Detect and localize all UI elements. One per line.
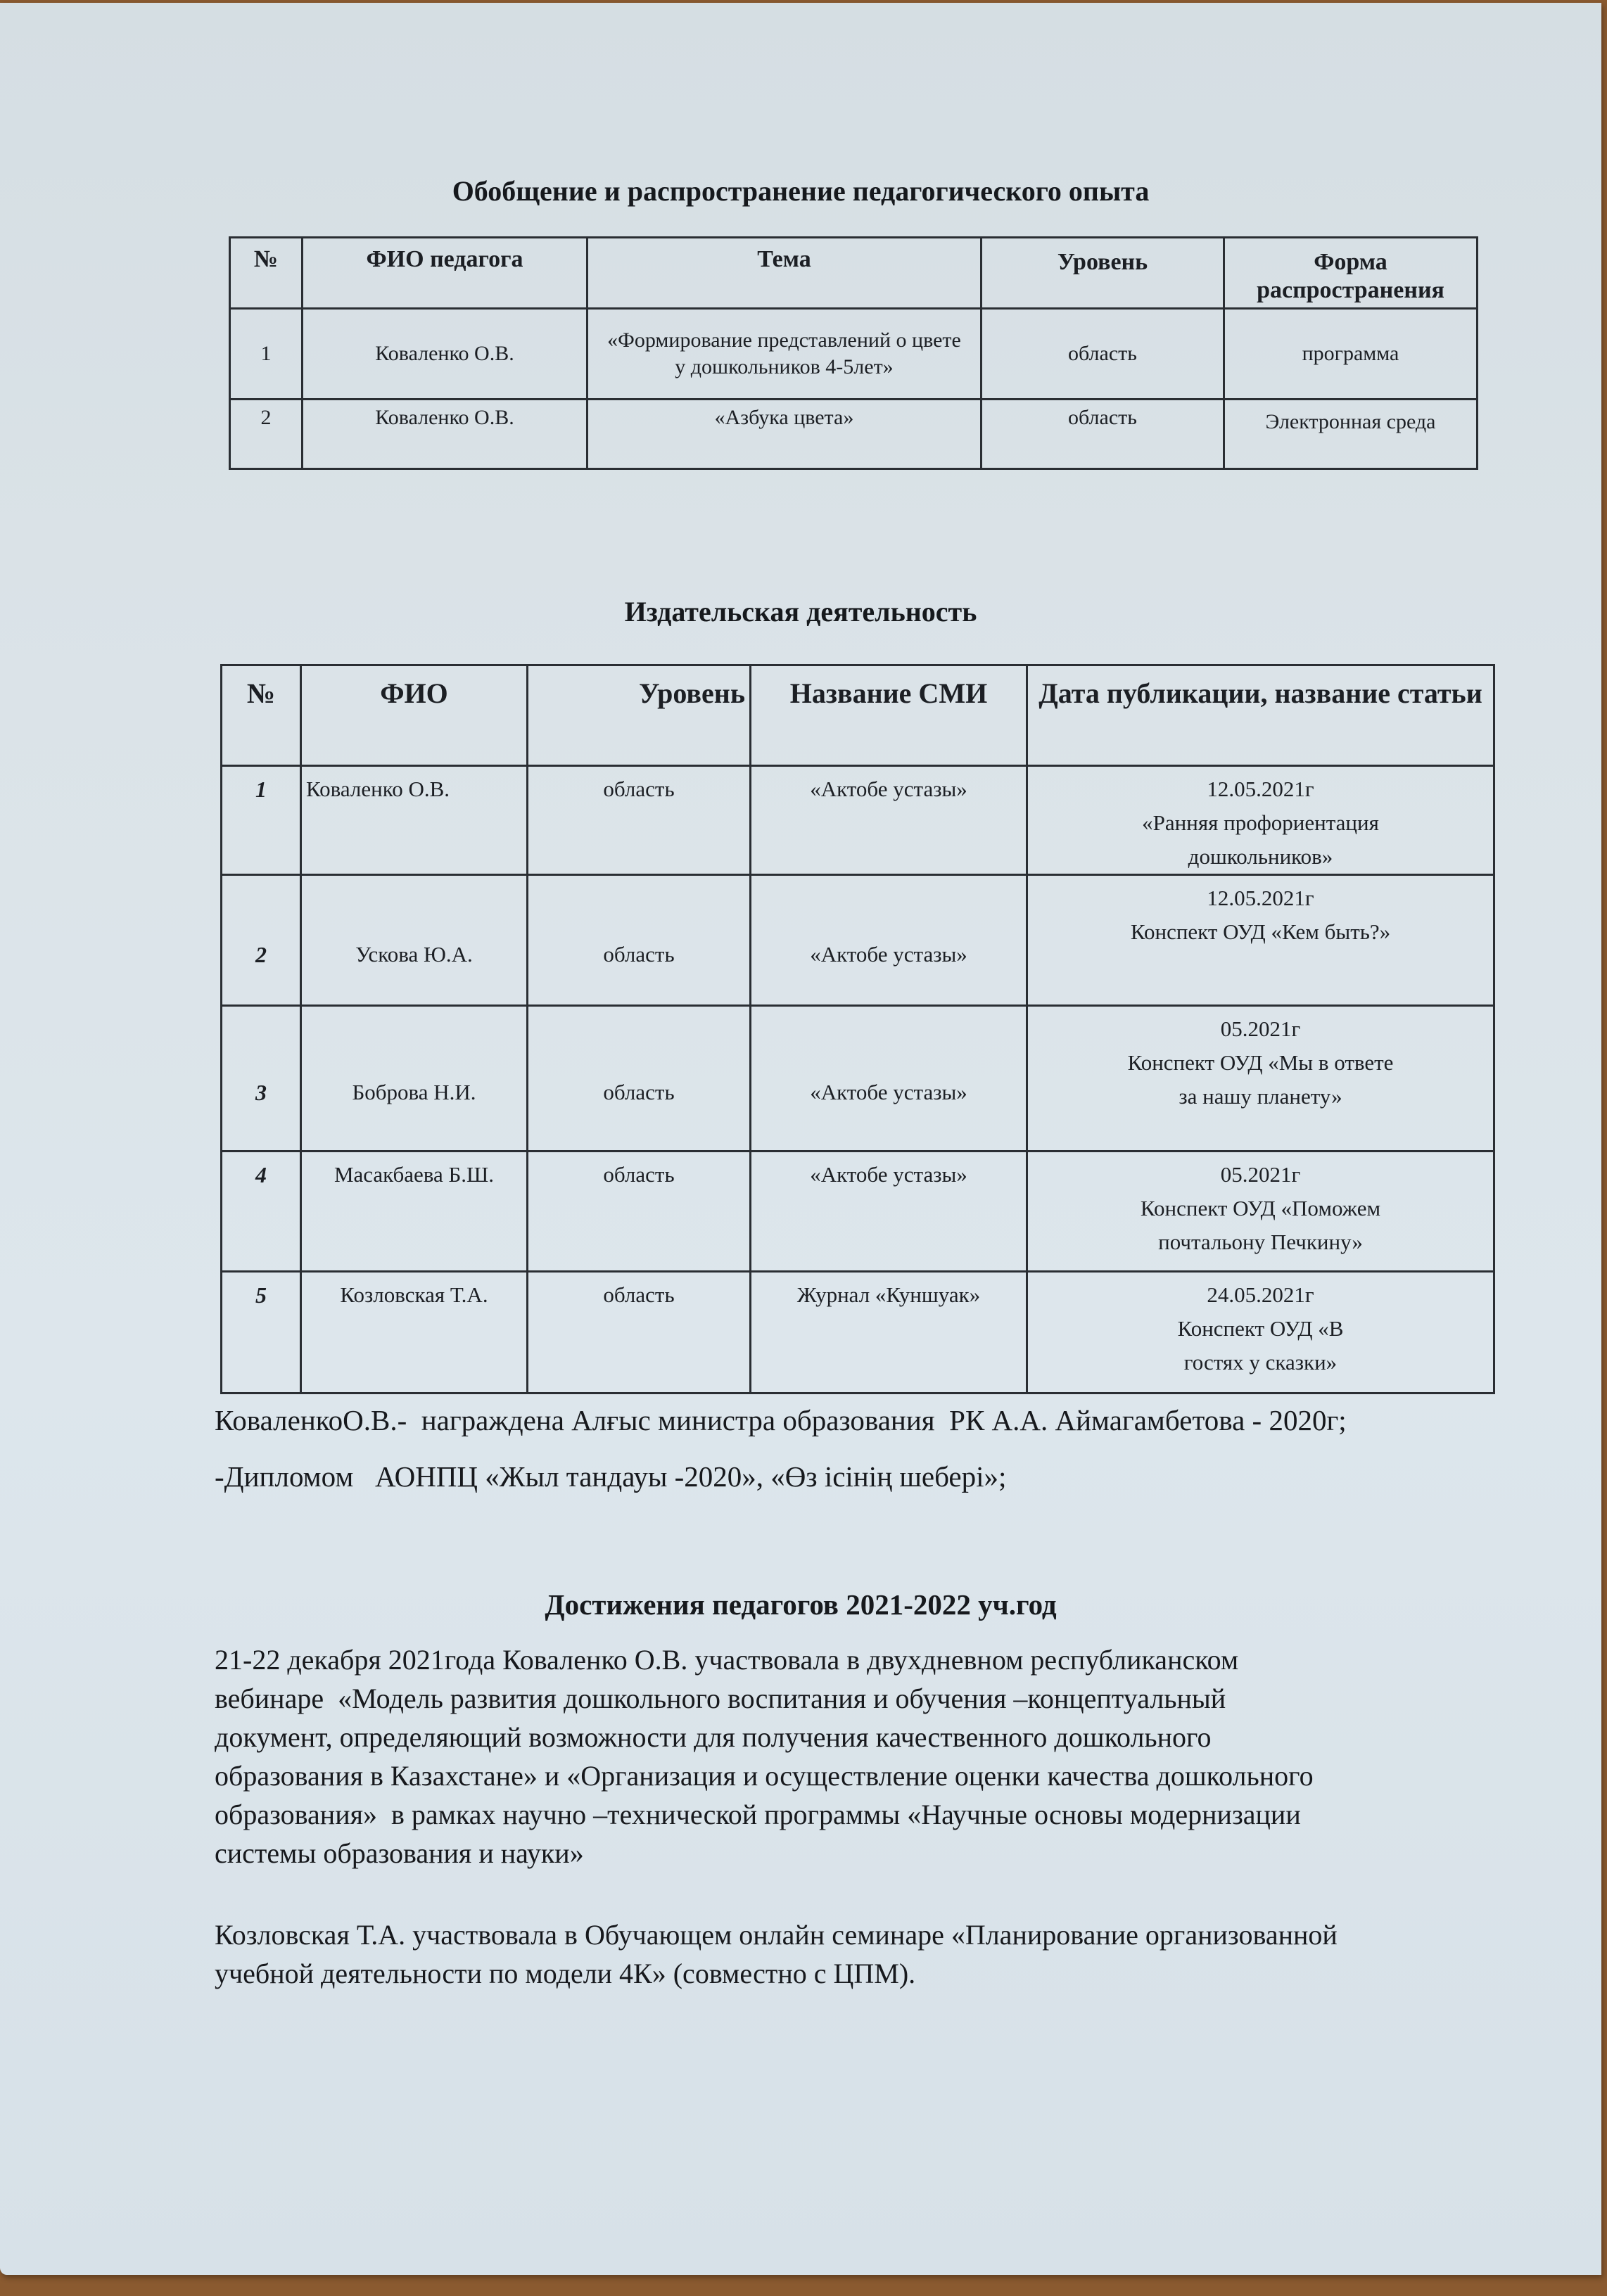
cell-media: Журнал «Куншуак» [751,1272,1027,1393]
cell-name: Коваленко О.В. [303,309,587,400]
table-row [222,1006,1494,1152]
table-row [222,1152,1494,1272]
cell-level: область [528,766,751,875]
cell-date-article [1027,766,1494,875]
paragraph-line: Козловская Т.А. участвовала в Обучающем онлайн семинаре «Планирование организованной [215,1919,1338,1951]
cell-name: Боброва Н.И. [301,1006,528,1152]
table-row [222,875,1494,1006]
paragraph-line: документ, определяющий возможности для получения качественного дошкольного [215,1721,1212,1753]
header-publication-date-title: Дата публикации, название статьи [1027,665,1494,766]
awards-block [215,1403,1509,1494]
cell-name: Коваленко О.В. [301,766,528,875]
article-title: «Ранняя профориентация дошкольников» [1142,810,1379,869]
cell-level: область [528,1272,751,1393]
header-number: № [230,238,303,309]
header-teacher-name: ФИО педагога [303,238,587,309]
cell-date-article [1027,1006,1494,1152]
cell-number: 5 [222,1272,301,1393]
cell-number: 4 [222,1152,301,1272]
table-header-row [222,665,1494,766]
cell-number: 1 [222,766,301,875]
paragraph-line: учебной деятельности по модели 4К» (совместно с ЦПМ). [215,1958,916,1989]
paper-sheet [0,3,1601,2275]
paragraph-line: вебинаре «Модель развития дошкольного воспитания и обучения –концептуальный [215,1683,1226,1714]
cell-level: область [528,1152,751,1272]
cell-topic: «Азбука цвета» [587,400,982,469]
cell-number: 3 [222,1006,301,1152]
header-distribution-form: Форма распространения [1224,238,1478,309]
cell-number: 2 [230,400,303,469]
award-line-2: -Дипломом АОНПЦ «Жыл тандауы -2020», «Өз ісінің шебері»; [215,1460,1007,1493]
paragraph-line: системы образования и науки» [215,1837,584,1869]
article-title: Конспект ОУД «В гостях у сказки» [1177,1316,1344,1375]
publication-date: 12.05.2021г [1207,886,1314,910]
cell-media: «Актобе устазы» [751,1006,1027,1152]
award-line-1: КоваленкоО.В.- награждена Алғыс министра образования РК А.А. Аймагамбетова - 2020г; [215,1404,1347,1436]
publication-date: 12.05.2021г [1207,777,1314,801]
experience-table [229,236,1478,470]
cell-level: область [528,875,751,1006]
article-title: Конспект ОУД «Кем быть?» [1130,919,1391,944]
cell-name: Ускова Ю.А. [301,875,528,1006]
cell-name: Козловская Т.А. [301,1272,528,1393]
publications-table [220,664,1495,1394]
header-name: ФИО [301,665,528,766]
cell-level: область [528,1006,751,1152]
cell-form: программа [1224,309,1478,400]
publication-date: 24.05.2021г [1207,1282,1314,1307]
achievement-paragraph-2 [215,1915,1509,1993]
cell-topic: «Формирование представлений о цвете у дошкольников 4-5лет» [587,309,982,400]
achievement-paragraph-1 [215,1640,1509,1873]
header-media-name: Название СМИ [751,665,1027,766]
cell-date-article [1027,875,1494,1006]
header-topic: Тема [587,238,982,309]
cell-number: 2 [222,875,301,1006]
cell-date-article [1027,1272,1494,1393]
cell-level: область [982,400,1224,469]
paragraph-line: 21-22 декабря 2021года Коваленко О.В. участвовала в двухдневном республиканском [215,1644,1239,1676]
section-title-experience: Обобщение и распространение педагогического опыта [452,175,1150,207]
table-row [222,766,1494,875]
table-header-row [230,238,1478,309]
article-title: Конспект ОУД «Мы в ответе за нашу планету» [1127,1050,1394,1109]
article-title: Конспект ОУД «Поможем почтальону Печкину» [1140,1196,1381,1254]
paragraph-line: образования» в рамках научно –технической программы «Научные основы модернизации [215,1799,1301,1830]
cell-number: 1 [230,309,303,400]
section-title-achievements: Достижения педагогов 2021-2022 уч.год [545,1588,1057,1621]
header-level: Уровень [982,238,1224,309]
paragraph-line: образования в Казахстане» и «Организация и осуществление оценки качества дошкольного [215,1760,1314,1792]
section-title-publishing: Издательская деятельность [624,596,977,627]
header-number: № [222,665,301,766]
cell-date-article [1027,1152,1494,1272]
table-row [222,1272,1494,1393]
cell-media: «Актобе устазы» [751,1152,1027,1272]
cell-name: Масакбаева Б.Ш. [301,1152,528,1272]
header-level: Уровень [528,665,751,766]
table-row [230,400,1478,469]
publication-date: 05.2021г [1220,1162,1301,1187]
cell-media: «Актобе устазы» [751,766,1027,875]
table-row [230,309,1478,400]
cell-name: Коваленко О.В. [303,400,587,469]
cell-form: Электронная среда [1224,400,1478,469]
cell-level: область [982,309,1224,400]
cell-media: «Актобе устазы» [751,875,1027,1006]
publication-date: 05.2021г [1220,1016,1301,1041]
